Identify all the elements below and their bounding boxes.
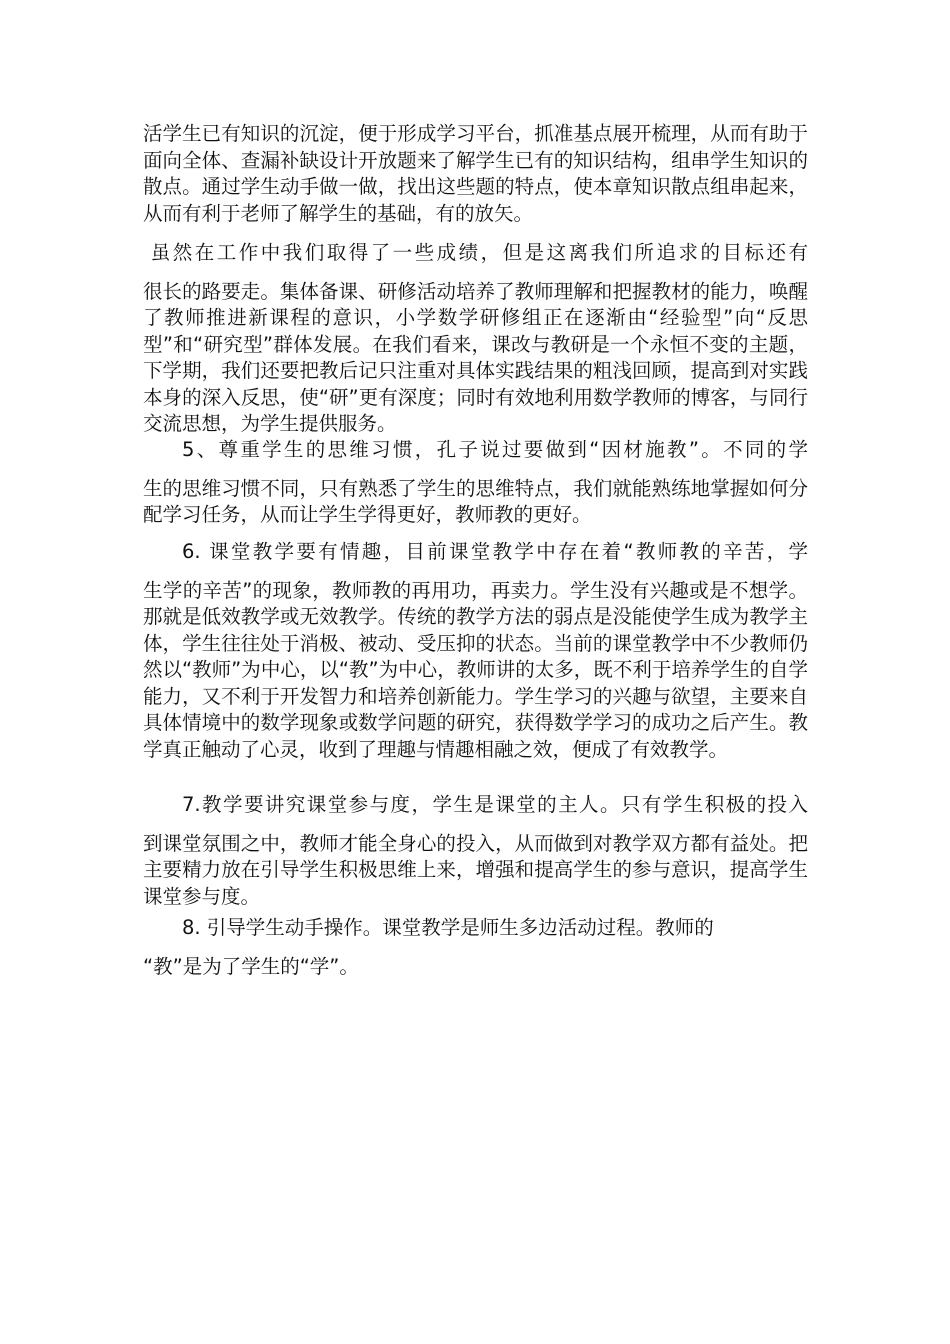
paragraph-3 (143, 437, 808, 529)
paragraph-4-text: 生学的辛苦”的现象，教师教的再用功，再卖力。学生没有兴趣或是不想学。那就是低效教学或无效教学。传统的教学方法的弱点是没能使学生成为教学主体，学生往往处于消极、被动、受压抑的状态。当前的课堂教学中不少教师仍然以“教师”为中心，以“教”为中心，教师讲的太多，既不利于培养学生的自学能力，又不利于开发智力和培养创新能力。学生学习的兴趣与欲望，主要来自具体情境中的数学现象或数学问题的研究，获得数学学习的成功之后产生。教学真正触动了心灵，收到了理趣与情趣相融之效，便成了有效教学。 (143, 578, 808, 761)
paragraph-1 (143, 121, 808, 227)
paragraph-5-text: 到课堂氛围之中，教师才能全身心的投入，从而做到对教学双方都有益处。把主要精力放在引导学生积极思维上来，增强和提高学生的参与意识，提高学生课堂参与度。 (143, 831, 808, 908)
paragraph-6-first-line: 8. 引导学生动手操作。课堂教学是师生多边活动过程。教师的 (182, 916, 714, 939)
paragraph-4-first-line: 6. 课堂教学要有情趣，目前课堂教学中存在着“教师教的辛苦，学 (182, 540, 808, 563)
paragraph-4 (143, 539, 808, 763)
paragraph-3-first-line: 5、尊重学生的思维习惯，孔子说过要做到“因材施教”。不同的学 (182, 438, 808, 461)
paragraph-2 (143, 240, 808, 438)
paragraph-2-first-line: 虽然在工作中我们取得了一些成绩，但是这离我们所追求的目标还有 (150, 241, 808, 264)
paragraph-6-text: “教”是为了学生的“学”。 (143, 954, 359, 978)
paragraph-3-text: 生的思维习惯不同，只有熟悉了学生的思维特点，我们就能熟练地掌握如何分配学习任务，从而让学生学得更好，教师教的更好。 (143, 476, 808, 526)
paragraph-5 (143, 792, 808, 910)
paragraph-6 (143, 915, 808, 980)
paragraph-1-text: 活学生已有知识的沉淀，便于形成学习平台，抓准基点展开梳理，从而有助于面向全体、查漏补缺设计开放题来了解学生已有的知识结构，组串学生知识的散点。通过学生动手做一做，找出这些题的特点，使本章知识散点组串起来，从而有利于老师了解学生的基础，有的放矢。 (143, 122, 808, 225)
paragraph-2-text: 很长的路要走。集体备课、研修活动培养了教师理解和把握教材的能力，唤醒了教师推进新课程的意识，小学数学研修组正在逐渐由“经验型”向“反思型”和“研究型”群体发展。在我们看来，课改与教研是一个永恒不变的主题，下学期，我们还要把教后记只注重对具体实践结果的粗浅回顾，提高到对实践本身的深入反思，使“研”更有深度；同时有效地利用数学教师的博客，与同行交流思想，为学生提供服务。 (143, 279, 808, 435)
paragraph-5-first-line: 7.教学要讲究课堂参与度，学生是课堂的主人。只有学生积极的投入 (182, 793, 808, 816)
